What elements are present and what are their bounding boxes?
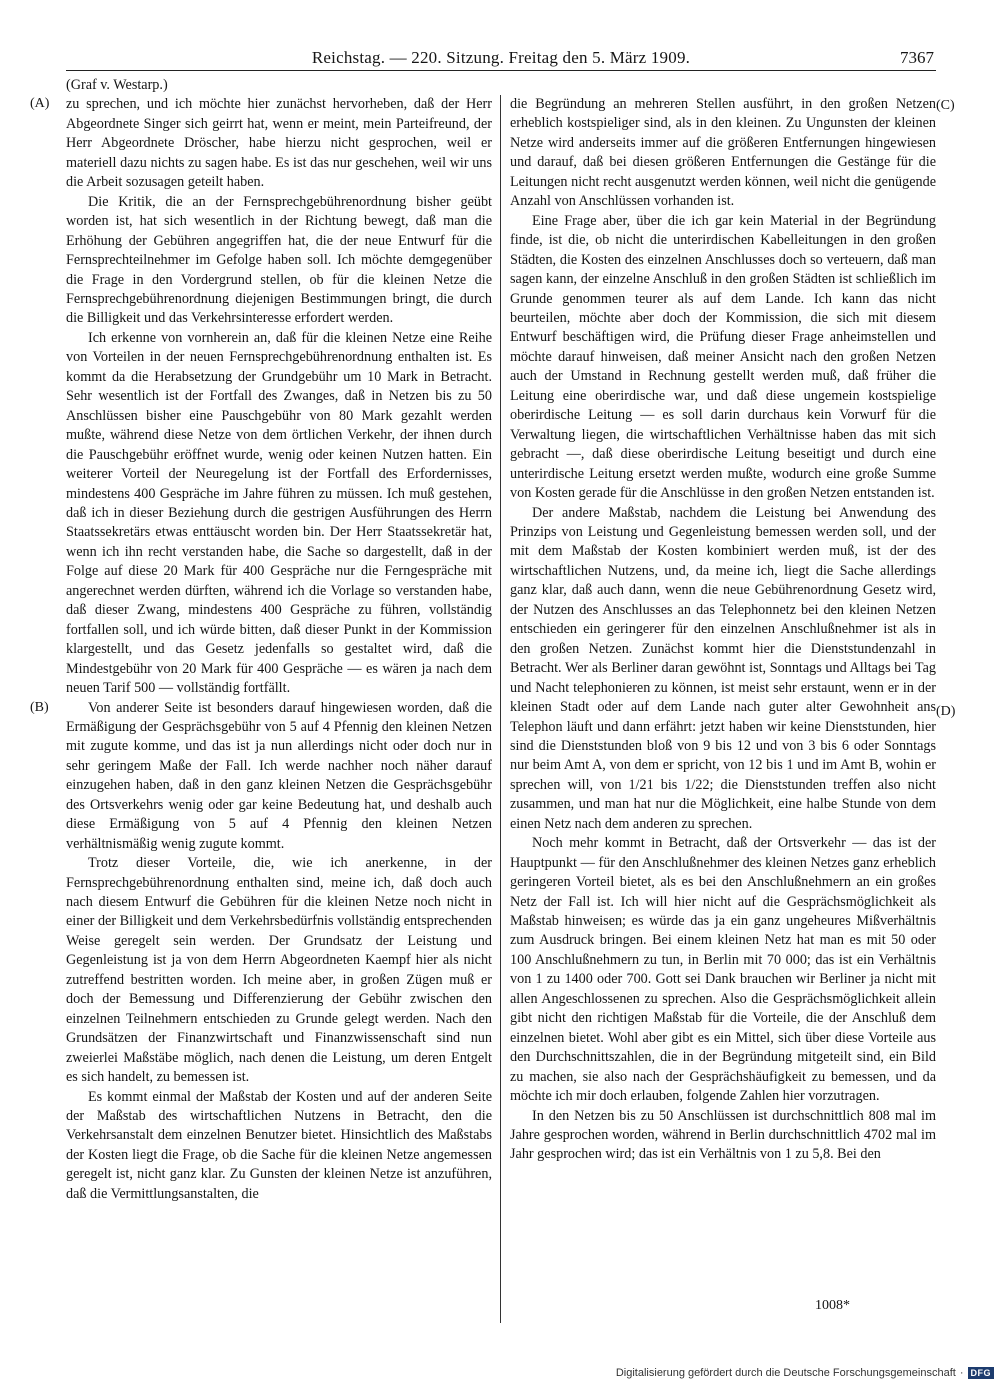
dfg-logo-icon: DFG: [968, 1367, 995, 1379]
paragraph: Der andere Maßstab, nachdem die Leistung bei Anwendung des Prinzips von Leistung und Gegenleistung bemessen werden soll, und der mit dem Maßstab der Kosten kombiniert werden muß, ist der des wirtschaftlichen Nutzens, und, da meine ich, liegt die Sache allerdings ganz klar, daß auch dann, wenn die neue Gebührenordnung Gesetz wird, der Nutzen des Anschlusses an das Telephonnetz bei den kleinen Netzen entschieden ein geringerer für den einzelnen Anschlußnehmer ist als in den großen Netzen. Zunächst kommt hier die Dienststundenzahl in Betracht. Wer als Berliner daran gewöhnt ist, Sonntags und Alltags bei Tag und Nacht telephonieren zu können, ist meist sehr erstaunt, wenn er in der kleinen Stadt oder auf dem Lande nach guter alter Gewohnheit ans Telephon läuft und dann erfährt: jetzt haben wir keine Dienststunden, hier sind die Dienststunden bloß von 9 bis 12 und von 3 bis 6 oder Sonntags nur beim Amt A, von dem er spricht, von 12 bis 1 und im Amt B, wohin er sprechen will, von 1/21 bis 1/22; die Dienststunden treffen also nicht zusammen, und man hat nur die Möglichkeit, eine halbe Stunde von dem einen Netz nach dem anderen zu sprechen.: [510, 504, 936, 832]
speaker-note: (Graf v. Westarp.): [66, 77, 168, 93]
page-header: [66, 48, 936, 71]
margin-mark-b: (B): [30, 700, 49, 715]
left-column: [66, 76, 492, 1204]
paragraph: Ich erkenne von vornherein an, daß für die kleinen Netze eine Reihe von Vorteilen in der neuen Fernsprechgebührenordnung enthalten ist. Es kommt da die Herabsetzung der Grundgebühr um 10 Mark in Betracht. Sehr wesentlich ist der Fortfall des Zwanges, daß in Netzen bis zu 50 Anschlüssen bisher eine Pauschgebühr von 80 Mark gezahlt werden mußte, während diese Netze von dem örtlichen Verkehr, der ihnen durch die Pauschgebühr eröffnet wurde, wenig oder keinen Nutzen hatten. Ein weiterer Vorteil der Neuregelung ist der Fortfall des Erfordernisses, mindestens 400 Gespräche im Jahre führen zu müssen. Ich muß gestehen, daß ich in dieser Beziehung durch die gestrigen Ausführungen des Herrn Staatssekretärs etwas enttäuscht worden bin. Der Herr Staatssekretär hat, wenn ich ihn recht verstanden habe, die Sache so dargestellt, daß in der Folge auf diese 20 Mark für 400 Gespräche nur die Ferngespräche mit angerechnet werden dürften, während ich die Vorlage so verstanden habe, daß dieser Zwang, mindestens 400 Gespräche zu führen, vollständig fortfallen soll, und ich würde bitten, daß dieser Punkt in der Kommission klargestellt, und das Gesetz jedenfalls so gestaltet wird, daß die Mindestgebühr von 20 Mark für 400 Gespräche — es wären ja nach dem neuen Tarif 500 — vollständig fortfällt.: [66, 329, 492, 697]
margin-mark-d: (D): [936, 704, 956, 719]
column-divider: [500, 95, 501, 1323]
paragraph: Von anderer Seite ist besonders darauf hingewiesen worden, daß die Ermäßigung der Gesprächsgebühr von 5 auf 4 Pfennig den kleinen Netzen mit zugute komme, und das ist ja nun allerdings nicht oder doch nur in sehr geringem Maße der Fall. Ich werde nachher noch näher darauf einzugehen haben, daß in den ganz kleinen Netzen die Gesprächsgebühr des Ortsverkehrs wenig oder gar keine Bedeutung hat, und deshalb auch diese Ermäßigung von 5 auf 4 Pfennig den kleinen Netzen verhältnismäßig wenig zugute kommt.: [66, 699, 492, 852]
margin-mark-a: (A): [30, 96, 50, 111]
right-column: [510, 95, 936, 1165]
signature-mark: 1008*: [815, 1298, 850, 1313]
header-title: Reichstag. — 220. Sitzung. Freitag den 5. März 1909.: [311, 48, 691, 67]
paragraph: In den Netzen bis zu 50 Anschlüssen ist durchschnittlich 808 mal im Jahre gesprochen worden, während in Berlin durchschnittlich 4702 mal im Jahr gesprochen wird; das ist ein Verhältnis von 1 zu 5,8. Bei den: [510, 1107, 936, 1163]
paragraph: Es kommt einmal der Maßstab der Kosten und auf der anderen Seite der Maßstab des wirtschaftlichen Nutzens in Betracht, den die Verkehrsanstalt dem einzelnen Benutzer bietet. Hinsichtlich des Maßstabs der Kosten liegt die Frage, ob die Sache für die kleinen Netze angemessen geregelt ist, nicht ganz klar. Zu Gunsten der kleinen Netze ist anzuführen, daß die Vermittlungsanstalten, die: [66, 1088, 492, 1202]
paragraph: Die Kritik, die an der Fernsprechgebührenordnung bisher geübt worden ist, hat sich wesentlich in der Richtung bewegt, daß man die Erhöhung der Gebühren angegriffen hat, die der neue Entwurf für die Fernsprechteilnehmer im Gefolge haben soll. Ich möchte demgegenüber die Frage in den Vordergrund stellen, ob für die kleinen Netze die Fernsprechgebührenordnung diejenigen Bestimmungen bringt, die durch die Billigkeit und das Verkehrsinteresse erfordert werden.: [66, 193, 492, 327]
paragraph: zu sprechen, und ich möchte hier zunächst hervorheben, daß der Herr Abgeordnete Singer sich geirrt hat, wenn er meint, mein Parteifreund, der Herr Abgeordnete Dröscher, habe hierzu nicht gesprochen, weil er materiell dazu nichts zu sagen habe. Es ist das nur geschehen, weil wir uns die Arbeit sozusagen geteilt haben.: [66, 96, 492, 191]
paragraph: Eine Frage aber, über die ich gar kein Material in der Begründung finde, ist die, ob nicht die unterirdischen Kabelleitungen in den großen Städten, die Kosten des einzelnen Anschlusses doch so verteuern, daß man sagen kann, der einzelne Anschluß in den großen Städten ist schließlich im Grunde genommen teurer als auf dem Lande. Ich kann das nicht beurteilen, möchte aber doch der Kommission, die sich mit diesem Entwurf beschäftigen wird, die Prüfung dieser Frage anheimstellen und möchte darauf hinweisen, daß meiner Ansicht nach den großen Netzen auch der Umstand in Rechnung gestellt werden muß, daß früher die Leitung eine oberirdische war, und daß diese ungemein kostspielige oberirdische Leitung — es soll darin durchaus kein Vorwurf für die Verwaltung liegen, die wirtschaftlichen Verhältnisse haben das mit sich gebracht —, daß diese oberirdische Leitung beseitigt und durch eine unterirdische Leitung ersetzt werden mußte, wodurch eine große Summe von Kosten gerade für die Anschlüsse in den großen Netzen entstanden ist.: [510, 212, 936, 502]
paragraph: die Begründung an mehreren Stellen ausführt, in den großen Netzen erheblich kostspieliger sind, als in den kleinen. Zu Ungunsten der kleinen Netze wird anderseits immer auf die größeren Entfernungen hingewiesen und darauf, daß bei diesen größeren Entfernungen die Gestänge für die Leitungen nicht recht ausgenutzt werden können, weil nicht die genügende Anzahl von Anschlüssen vorhanden ist.: [510, 96, 936, 210]
page-number: 7367: [900, 48, 934, 67]
margin-mark-c: (C): [936, 98, 955, 113]
paragraph: Trotz dieser Vorteile, die, wie ich anerkenne, in der Fernsprechgebührenordnung enthalten sind, meine ich, daß doch auch nach diesem Entwurf die Gebühren für die kleinen Netze noch nicht in einer der Billigkeit und dem Verkehrsbedürfnis vollständig entsprechenden Weise geregelt sein werden. Der Grundsatz der Leistung und Gegenleistung ist ja von dem Herrn Abgeordneten Kaempf hier als nicht zutreffend bestritten worden. Ich meine aber, in großen Zügen muß er doch der Bemessung und Differenzierung der Gebühr zwischen den einzelnen Teilnehmern entschieden zu Grunde gelegt werden. Nach den Grundsätzen der Finanzwirtschaft und Finanzwissenschaft sind nun zweierlei Maßstäbe möglich, nach denen die Leistung, um deren Entgelt es sich handelt, zu bemessen ist.: [66, 855, 492, 1086]
paragraph: Noch mehr kommt in Betracht, daß der Ortsverkehr — das ist der Hauptpunkt — für den Anschlußnehmer des kleinen Netzes ganz erheblich geringeren Vorteil bietet, als es bei den Anschlußnehmern an ein großes Netz der Fall ist. Ich will hier nicht auf die Gesprächsmöglichkeit als Maßstab hinweisen; es würde das ja ein ganz ungeheures Mißverhältnis zum Ausdruck bringen. Bei einem kleinen Netz hat man es mit 50 oder 100 Anschlußnehmern zu tun, in Berlin mit 70 000; das ist ein Verhältnis von 1 zu 1400 oder 700. Gott sei Dank brauchen wir Berliner ja nicht mit allen Angeschlossenen zu sprechen. Also die Gesprächsmöglichkeit allein gibt nicht den richtigen Maßstab für die Vorteile, die der Anschluß dem einzelnen bietet. Wohl aber gibt es ein Mittel, sich über diese Vorteile aus den Durchschnittszahlen, die in der Begründung mitgeteilt sind, ein Bild zu machen, sie also nach der Gesprächshäufigkeit zu bemessen, und da möchte ich mir doch erlauben, folgende Zahlen hier vorzutragen.: [510, 835, 936, 1105]
dfg-footer: Digitalisierung gefördert durch die Deutsche Forschungsgemeinschaft · DFG: [616, 1365, 994, 1381]
footer-text: Digitalisierung gefördert durch die Deutsche Forschungsgemeinschaft: [615, 1367, 956, 1379]
